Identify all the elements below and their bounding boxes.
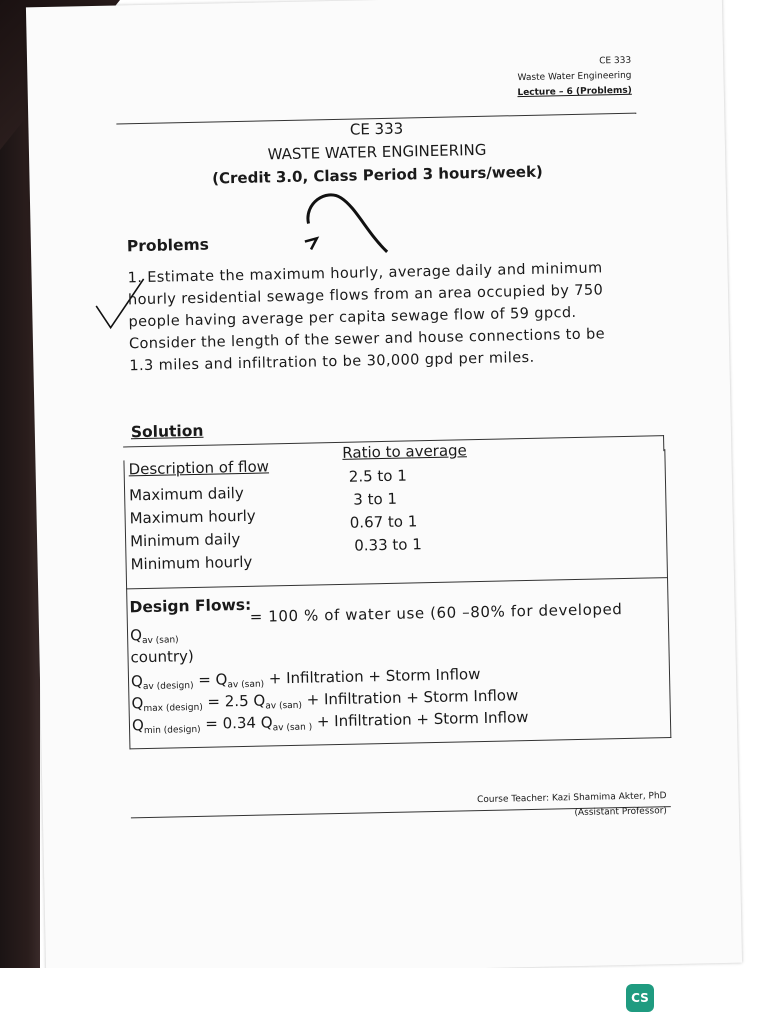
solution-heading: Solution: [130, 421, 204, 442]
col-header-description: Description of flow: [128, 457, 270, 479]
problem-line-3: people having average per capita sewage flow of 59 gpcd.: [128, 304, 577, 331]
design-heading: Design Flows:: [129, 595, 252, 617]
row-ratio-4: 0.33 to 1: [354, 535, 422, 555]
ratio-table: [123, 441, 668, 589]
title-course-name: WASTE WATER ENGINEERING: [267, 140, 487, 164]
document-page: [26, 0, 742, 977]
footer-designation: (Assistant Professor): [574, 806, 667, 819]
row-ratio-1: 2.5 to 1: [348, 466, 407, 486]
q-av-san-label: $Q_{av (san)}$: [129, 626, 179, 647]
row-desc-2: Maximum hourly: [129, 506, 256, 528]
title-course-code: CE 333: [349, 119, 404, 139]
problem-line-2: hourly residential sewage flows from an area occupied by 750: [127, 282, 604, 309]
problems-heading: Problems: [126, 235, 210, 256]
problem-line-1: 1. Estimate the maximum hourly, average daily and minimum: [127, 260, 603, 287]
q-av-san-definition: = 100 % of water use (60 –80% for developed: [249, 600, 623, 626]
equation-av-design: $Q_{av (design)} = Q_{av (san)}$ + Infiltration + Storm Inflow: [130, 665, 481, 693]
col-header-ratio: Ratio to average: [342, 441, 467, 462]
header-lecture: Lecture – 6 (Problems): [517, 85, 632, 99]
row-desc-1: Maximum daily: [128, 483, 244, 505]
design-flows-box: [126, 577, 671, 749]
header-course-code: CE 333: [599, 55, 632, 67]
country-text: country): [130, 647, 194, 667]
row-desc-4: Minimum hourly: [130, 552, 253, 574]
title-credit: (Credit 3.0, Class Period 3 hours/week): [212, 162, 544, 188]
equation-max-design: $Q_{max (design)} = 2.5$ $Q_{av (san)}$ + Infiltration + Storm Inflow: [131, 686, 519, 715]
handwritten-mark: [296, 182, 398, 264]
header-subject: Waste Water Engineering: [517, 70, 632, 84]
equation-min-design: $Q_{min (design)} = 0.34$ $Q_{av (san )}$ + Infiltration + Storm Inflow: [131, 708, 529, 737]
row-desc-3: Minimum daily: [129, 530, 241, 551]
camscanner-logo-icon: CS: [626, 984, 654, 1012]
problem-line-5: 1.3 miles and infiltration to be 30,000 gpd per miles.: [129, 349, 535, 375]
row-ratio-2: 3 to 1: [353, 489, 398, 509]
footer-teacher: Course Teacher: Kazi Shamima Akter, PhD: [476, 791, 667, 806]
problem-line-4: Consider the length of the sewer and house connections to be: [128, 326, 606, 353]
row-ratio-3: 0.67 to 1: [349, 512, 418, 532]
